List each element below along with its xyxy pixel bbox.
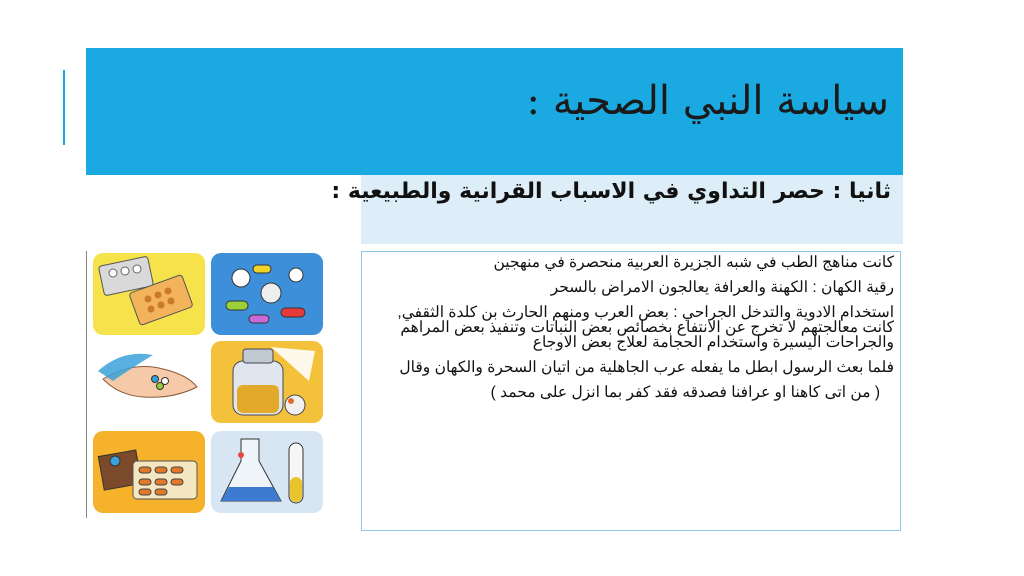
paragraph-2: رقية الكهان : الكهنة والعرافة يعالجون الامراض بالسحر	[550, 279, 894, 296]
slide-title: سياسة النبي الصحية :	[526, 78, 889, 124]
medicine-bottle-icon	[211, 341, 323, 423]
title-bar	[86, 48, 903, 175]
scattered-pills-icon	[211, 253, 323, 335]
paragraph-5: ( من اتى كاهنا او عرافنا فصدقه فقد كفر بما انزل على محمد )	[490, 384, 880, 401]
paragraph-3: استخدام الادوية والتدخل الجراحي : بعض العرب ومنهم الحارث بن كلدة الثقفي, كانت معالجتهم لا تخرج عن الانتفاع بخصائص بعض النباتات وتنفيذ بعض المراهم والجراحات اليسيرة واستخدام الحجامة لعلاج بعض الاوجاع	[397, 304, 894, 351]
pill-blister-icon	[93, 253, 205, 335]
slide-subtitle: ثانيا : حصر التداوي في الاسباب القرانية والطبيعية :	[331, 179, 891, 204]
pill-box-icon	[93, 431, 205, 513]
lab-flask-icon	[211, 431, 323, 513]
hand-pills-icon	[93, 341, 205, 423]
content-box	[361, 251, 901, 531]
paragraph-1: كانت مناهج الطب في شبه الجزيرة العربية منحصرة في منهجين	[493, 254, 894, 271]
accent-line	[63, 70, 65, 145]
paragraph-4: فلما بعث الرسول ابطل ما يفعله عرب الجاهلية من اتيان السحرة والكهان وقال	[399, 359, 894, 376]
subtitle-box	[331, 175, 903, 244]
medicine-illustrations	[86, 251, 323, 518]
content-text	[372, 255, 894, 410]
